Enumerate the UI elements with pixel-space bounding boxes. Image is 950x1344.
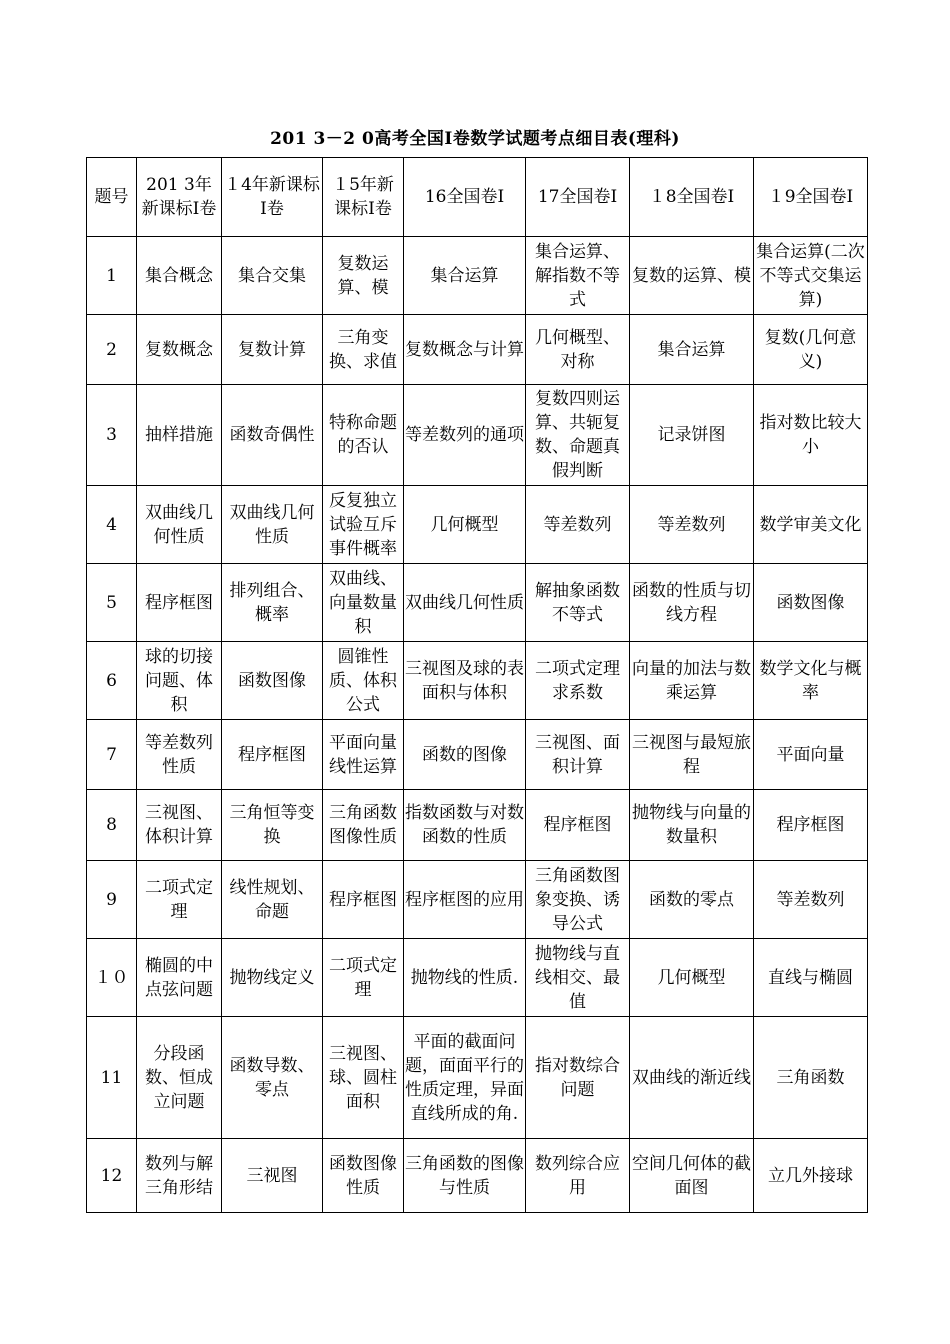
- question-number-cell: １０: [87, 939, 137, 1017]
- question-number-cell: 3: [87, 385, 137, 486]
- topic-cell: 等差数列的通项: [404, 385, 526, 486]
- topic-cell: 椭圆的中点弦问题: [137, 939, 222, 1017]
- topic-cell: 反复独立试验互斥事件概率: [323, 486, 404, 564]
- header-cell: １9全国卷Ⅰ: [754, 158, 868, 237]
- topic-cell: 集合运算(二次不等式交集运算): [754, 237, 868, 315]
- topic-cell: 程序框图: [137, 564, 222, 642]
- topic-cell: 抛物线的性质.: [404, 939, 526, 1017]
- topic-cell: 函数图像性质: [323, 1139, 404, 1213]
- topic-cell: 二项式定理: [137, 861, 222, 939]
- topic-cell: 等差数列性质: [137, 720, 222, 790]
- topic-cell: 函数图像: [754, 564, 868, 642]
- table-row: [87, 1017, 868, 1139]
- topic-cell: 函数的零点: [630, 861, 754, 939]
- header-row: [87, 158, 868, 237]
- topic-cell: 程序框图: [323, 861, 404, 939]
- question-number-cell: 9: [87, 861, 137, 939]
- topic-cell: 程序框图: [526, 790, 630, 861]
- topic-cell: 立几外接球: [754, 1139, 868, 1213]
- topic-cell: 三视图、面积计算: [526, 720, 630, 790]
- topic-cell: 排列组合、概率: [222, 564, 323, 642]
- topic-cell: 复数概念: [137, 315, 222, 385]
- topic-cell: 三视图: [222, 1139, 323, 1213]
- topic-cell: 特称命题的否认: [323, 385, 404, 486]
- topic-cell: 三视图、球、圆柱面积: [323, 1017, 404, 1139]
- header-cell: 17全国卷Ⅰ: [526, 158, 630, 237]
- topic-cell: 数学文化与概率: [754, 642, 868, 720]
- topic-cell: 抛物线定义: [222, 939, 323, 1017]
- table-row: [87, 720, 868, 790]
- header-cell: １8全国卷Ⅰ: [630, 158, 754, 237]
- question-number-cell: 6: [87, 642, 137, 720]
- table-row: [87, 861, 868, 939]
- topic-cell: 复数(几何意义): [754, 315, 868, 385]
- topic-cell: 三角函数图象变换、诱导公式: [526, 861, 630, 939]
- topic-cell: 圆锥性质、体积公式: [323, 642, 404, 720]
- topic-cell: 复数计算: [222, 315, 323, 385]
- question-number-cell: 2: [87, 315, 137, 385]
- question-number-cell: 11: [87, 1017, 137, 1139]
- question-number-cell: 4: [87, 486, 137, 564]
- topic-cell: 复数运算、模: [323, 237, 404, 315]
- page-title: 201 3－2 0高考全国Ⅰ卷数学试题考点细目表(理科): [270, 129, 680, 149]
- topic-cell: 指对数比较大小: [754, 385, 868, 486]
- header-cell: 16全国卷Ⅰ: [404, 158, 526, 237]
- topic-cell: 双曲线、向量数量积: [323, 564, 404, 642]
- topic-cell: 函数的图像: [404, 720, 526, 790]
- topic-cell: 指数函数与对数函数的性质: [404, 790, 526, 861]
- question-number-cell: 1: [87, 237, 137, 315]
- topic-cell: 复数的运算、模: [630, 237, 754, 315]
- topic-cell: 函数图像: [222, 642, 323, 720]
- table-row: [87, 385, 868, 486]
- header-cell: １4年新课标Ⅰ卷: [222, 158, 323, 237]
- topic-cell: 程序框图: [754, 790, 868, 861]
- table-row: [87, 1139, 868, 1213]
- topic-cell: 三视图、体积计算: [137, 790, 222, 861]
- topic-cell: 球的切接问题、体积: [137, 642, 222, 720]
- table-row: [87, 642, 868, 720]
- header-cell: 201 3年新课标Ⅰ卷: [137, 158, 222, 237]
- topic-cell: 平面向量线性运算: [323, 720, 404, 790]
- topic-cell: 等差数列: [754, 861, 868, 939]
- topic-cell: 双曲线几何性质: [137, 486, 222, 564]
- topic-cell: 数列综合应用: [526, 1139, 630, 1213]
- table-row: [87, 790, 868, 861]
- question-number-cell: 8: [87, 790, 137, 861]
- topic-cell: 三角函数图像性质: [323, 790, 404, 861]
- topic-cell: 抛物线与向量的数量积: [630, 790, 754, 861]
- topic-cell: 双曲线的渐近线: [630, 1017, 754, 1139]
- topic-cell: 线性规划、命题: [222, 861, 323, 939]
- topic-cell: 双曲线几何性质: [222, 486, 323, 564]
- topic-cell: 函数奇偶性: [222, 385, 323, 486]
- topic-cell: 几何概型: [404, 486, 526, 564]
- table-row: [87, 237, 868, 315]
- topic-cell: 三角变换、求值: [323, 315, 404, 385]
- topic-cell: 函数导数、零点: [222, 1017, 323, 1139]
- question-number-cell: 12: [87, 1139, 137, 1213]
- topic-cell: 二项式定理求系数: [526, 642, 630, 720]
- topic-cell: 三视图与最短旅程: [630, 720, 754, 790]
- topic-cell: 程序框图: [222, 720, 323, 790]
- table-row: [87, 315, 868, 385]
- header-cell: 题号: [87, 158, 137, 237]
- topic-cell: 等差数列: [630, 486, 754, 564]
- topic-cell: 直线与椭圆: [754, 939, 868, 1017]
- topic-cell: 平面的截面问题，面面平行的性质定理，异面直线所成的角.: [404, 1017, 526, 1139]
- topic-cell: 三角函数: [754, 1017, 868, 1139]
- topic-cell: 三角恒等变换: [222, 790, 323, 861]
- topic-cell: 抽样措施: [137, 385, 222, 486]
- exam-topics-table: [86, 157, 868, 1213]
- question-number-cell: 7: [87, 720, 137, 790]
- topic-cell: 平面向量: [754, 720, 868, 790]
- topic-cell: 集合运算、解指数不等式: [526, 237, 630, 315]
- topic-cell: 数列与解三角形结: [137, 1139, 222, 1213]
- topic-cell: 集合概念: [137, 237, 222, 315]
- topic-cell: 函数的性质与切线方程: [630, 564, 754, 642]
- topic-cell: 双曲线几何性质: [404, 564, 526, 642]
- table-row: [87, 939, 868, 1017]
- topic-cell: 解抽象函数不等式: [526, 564, 630, 642]
- topic-cell: 向量的加法与数乘运算: [630, 642, 754, 720]
- table-row: [87, 486, 868, 564]
- question-number-cell: 5: [87, 564, 137, 642]
- topic-cell: 集合运算: [630, 315, 754, 385]
- topic-cell: 集合运算: [404, 237, 526, 315]
- topic-cell: 几何概型: [630, 939, 754, 1017]
- topic-cell: 几何概型、对称: [526, 315, 630, 385]
- topic-cell: 程序框图的应用: [404, 861, 526, 939]
- header-cell: １5年新课标Ⅰ卷: [323, 158, 404, 237]
- topic-cell: 二项式定理: [323, 939, 404, 1017]
- topic-cell: 指对数综合问题: [526, 1017, 630, 1139]
- topic-cell: 集合交集: [222, 237, 323, 315]
- table-row: [87, 564, 868, 642]
- topic-cell: 记录饼图: [630, 385, 754, 486]
- topic-cell: 等差数列: [526, 486, 630, 564]
- topic-cell: 三角函数的图像与性质: [404, 1139, 526, 1213]
- topic-cell: 三视图及球的表面积与体积: [404, 642, 526, 720]
- topic-cell: 抛物线与直线相交、最值: [526, 939, 630, 1017]
- topic-cell: 复数概念与计算: [404, 315, 526, 385]
- topic-cell: 数学审美文化: [754, 486, 868, 564]
- topic-cell: 分段函数、恒成立问题: [137, 1017, 222, 1139]
- topic-cell: 复数四则运算、共轭复数、命题真假判断: [526, 385, 630, 486]
- topic-cell: 空间几何体的截面图: [630, 1139, 754, 1213]
